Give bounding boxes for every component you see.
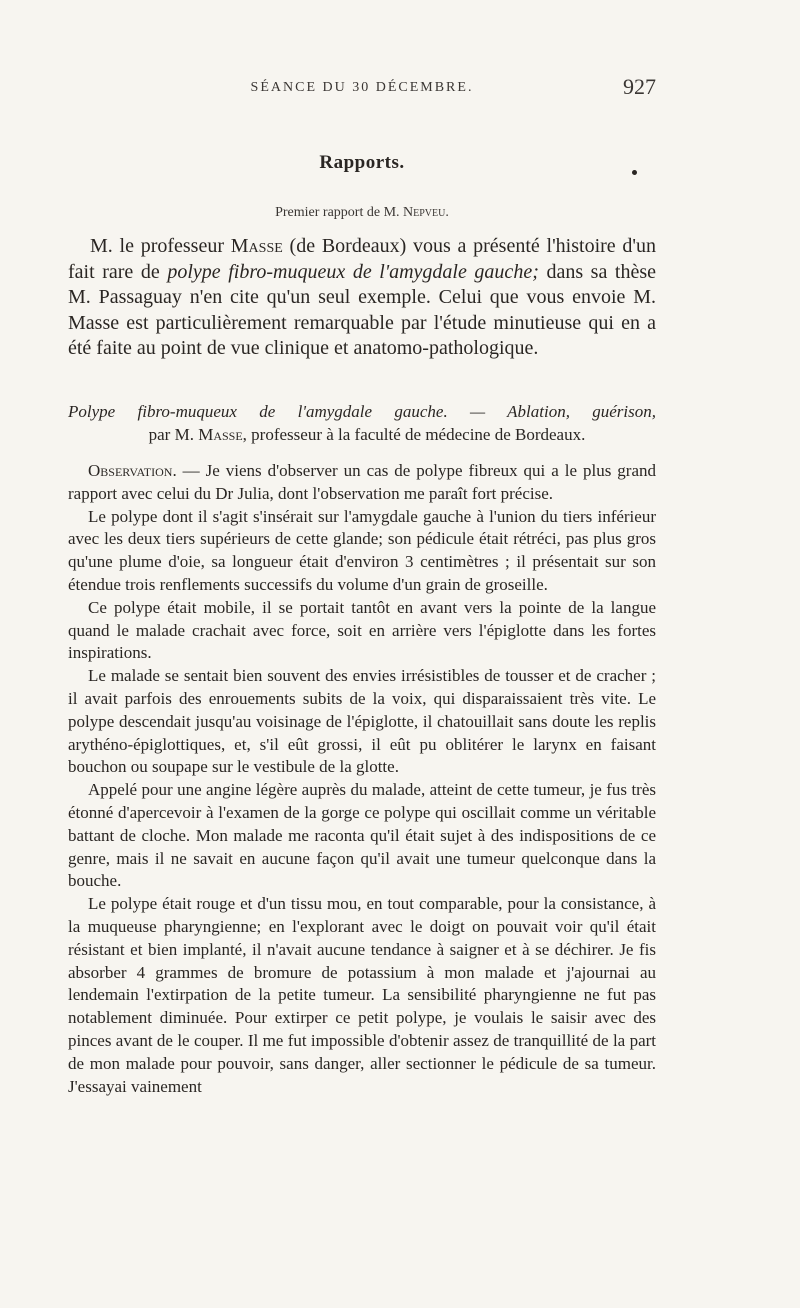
subtitle-prefix: Premier rapport de M. (275, 205, 400, 220)
byline-prefix: par M. (148, 425, 194, 444)
running-head (68, 76, 656, 100)
paragraph: Le malade se sentait bien souvent des envies irrésistibles de tousser et de cracher ; il avait parfois des enrouements subits de la voix, qui disparaissaient très vite. Le polype descendait jusqu'au voisinage de l'épiglotte, il chatouillait sans doute les replis arythéno-épiglottiques, et, s'il eût grossi, il eût pu oblitérer le larynx en faisant bouchon ou soupape sur le vestibule de la glotte. (68, 666, 656, 777)
paragraph: Le polype était rouge et d'un tissu mou, en tout comparable, pour la consistance, à la muqueuse pharyngienne; en l'explorant avec le doigt on pouvait voir qu'il était résistant et bien implanté, il n'avait aucune tendance à saigner et à se déchirer. Je fis absorber 4 grammes de bromure de potassium à mon malade et j'ajournai au lendemain l'extirpation de la petite tumeur. La sensibilité pharyngienne ne fut pas notablement diminuée. Pour extirper ce petit polype, je voulais le saisir avec des pinces avant de le couper. Il me fut impossible d'obtenir assez de tranquillité de la part de mon malade pour pouvoir, sans danger, aller sectionner le pédicule de sa tumeur. J'essayai vainement (68, 894, 656, 1096)
intro-paragraph (68, 234, 656, 362)
intro-name: Masse (230, 235, 283, 257)
intro-part-1: M. le professeur (90, 235, 225, 257)
intro-part-3: dans sa thèse M. Passaguay n'en cite qu'un seul exemple. Celui que vous envoie M. Masse est particulièrement remarquable par l'étude minutieuse qui en a été faite au point de vue clinique et anatomo-pathologique. (68, 260, 657, 359)
paragraph (68, 460, 656, 506)
intro-italic-title: polype fibro-muqueux de l'amygdale gauche; (167, 260, 539, 283)
paragraph: Le polype dont il s'agit s'insérait sur l'amygdale gauche à l'union du tiers inférieur avec les deux tiers supérieurs de cette glande; son pédicule était rétréci, pas plus gros qu'une plume d'oie, sa longueur était d'environ 3 centimètres ; il présentait sur son étendue trois renflements successifs du volume d'un grain de groseille. (68, 506, 656, 594)
running-title: SÉANCE DU 30 DÉCEMBRE. (250, 80, 474, 95)
byline-suffix: , professeur à la faculté de médecine de Bordeaux. (242, 425, 586, 444)
observation-body (68, 460, 656, 1098)
case-heading (68, 400, 656, 446)
report-subtitle (68, 205, 656, 221)
paragraph: Appelé pour une angine légère auprès du malade, atteint de cette tumeur, je fus très étonné d'apercevoir à l'examen de la gorge ce polype qui oscillait comme un véritable battant de cloche. Mon malade me raconta qu'il était sujet à des indispositions de ce genre, mais il ne savait en aucune façon qu'il avait une tumeur quelconque dans la bouche. (68, 780, 656, 891)
intro-part-2: (de Bordeaux) vous a présenté l'histoire d'un fait rare de (68, 235, 657, 283)
paragraph-text: — Je viens d'observer un cas de polype fibreux qui a le plus grand rapport avec celui du Dr Julia, dont l'observation me paraît fort précise. (68, 461, 656, 503)
byline-name: Masse (198, 425, 243, 444)
case-title: Polype fibro-muqueux de l'amygdale gauche. — Ablation, guérison, (68, 402, 656, 421)
observation-label: Observation. (88, 461, 177, 480)
paragraph: Ce polype était mobile, il se portait tantôt en avant vers la pointe de la langue quand le malade crachait avec force, soit en arrière vers l'épiglotte dans les fortes inspirations. (68, 597, 656, 663)
section-title: Rapports. (319, 152, 405, 173)
subtitle-name: Nepveu. (403, 205, 449, 220)
case-byline (68, 423, 656, 446)
page-number: 927 (623, 74, 656, 99)
ink-dot (632, 170, 637, 175)
